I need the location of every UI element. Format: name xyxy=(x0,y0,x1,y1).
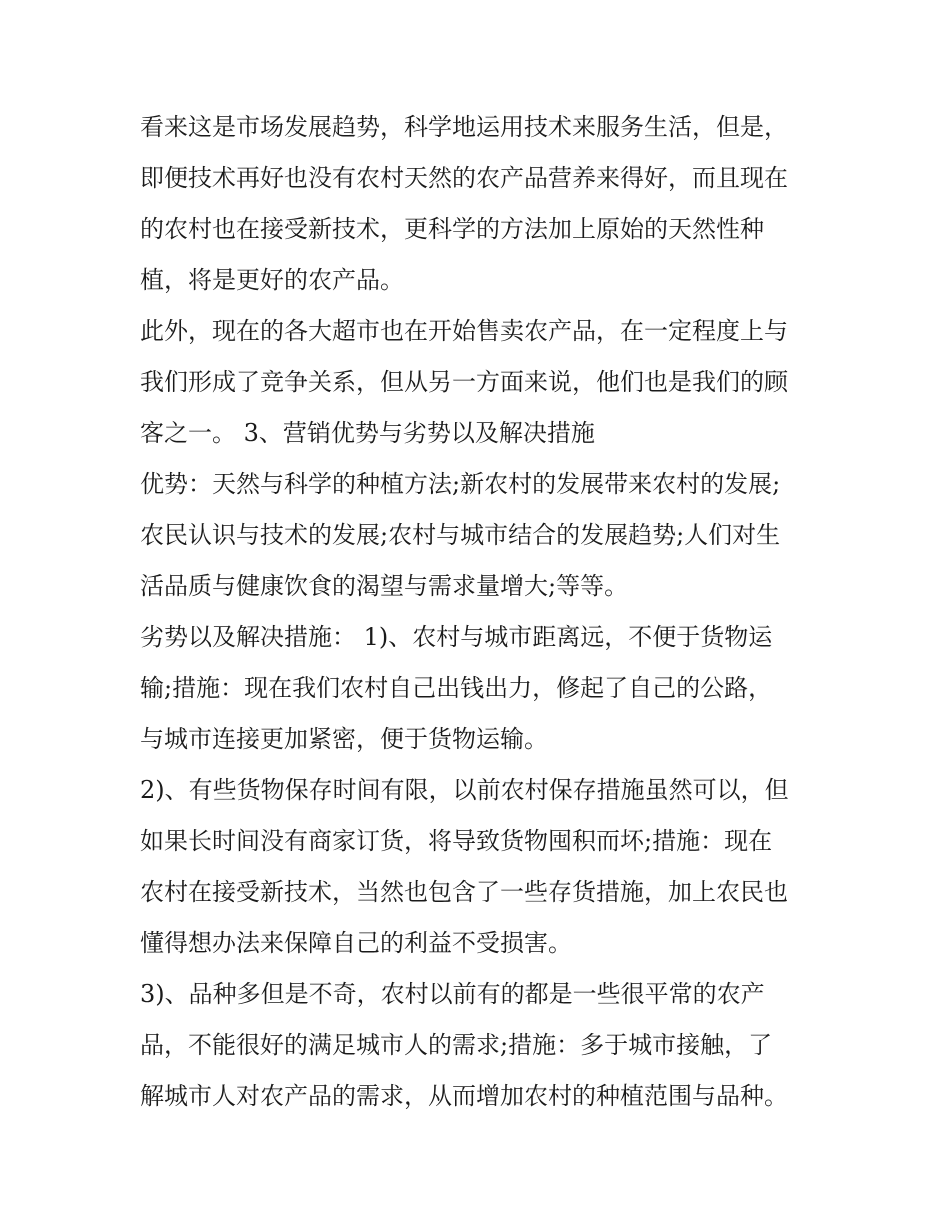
text-line: 农民认识与技术的发展;农村与城市结合的发展趋势;人们对生 xyxy=(140,521,781,549)
text-line: 植，将是更好的农产品。 xyxy=(140,266,404,294)
text-line: 农村在接受新技术，当然也包含了一些存货措施，加上农民也 xyxy=(140,878,788,906)
text-line: 看来这是市场发展趋势，科学地运用技术来服务生活，但是， xyxy=(140,113,788,141)
text-line: 懂得想办法来保障自己的利益不受损害。 xyxy=(140,929,572,957)
text-line: 劣势以及解决措施： 1)、农村与城市距离远，不便于货物运 xyxy=(140,623,773,651)
text-line: 即便技术再好也没有农村天然的农产品营养来得好，而且现在 xyxy=(140,164,788,192)
text-line: 优势：天然与科学的种植方法;新农村的发展带来农村的发展; xyxy=(140,470,781,498)
text-line: 3)、品种多但是不奇，农村以前有的都是一些很平常的农产 xyxy=(140,980,765,1008)
text-line: 品，不能很好的满足城市人的需求;措施：多于城市接触，了 xyxy=(140,1031,773,1059)
text-line: 活品质与健康饮食的渴望与需求量增大;等等。 xyxy=(140,572,629,600)
text-line: 客之一。 3、营销优势与劣势以及解决措施 xyxy=(140,419,595,447)
text-line: 解城市人对农产品的需求，从而增加农村的种植范围与品种。 xyxy=(140,1082,788,1110)
text-line: 输;措施：现在我们农村自己出钱出力，修起了自己的公路， xyxy=(140,674,773,702)
text-line: 的农村也在接受新技术，更科学的方法加上原始的天然性种 xyxy=(140,215,764,243)
text-line: 2)、有些货物保存时间有限，以前农村保存措施虽然可以，但 xyxy=(140,776,789,804)
text-line: 我们形成了竞争关系，但从另一方面来说，他们也是我们的顾 xyxy=(140,368,788,396)
text-line: 此外，现在的各大超市也在开始售卖农产品，在一定程度上与 xyxy=(140,317,788,345)
text-line: 与城市连接更加紧密，便于货物运输。 xyxy=(140,725,548,753)
body-text xyxy=(140,102,830,1122)
text-line: 如果长时间没有商家订货，将导致货物囤积而坏;措施：现在 xyxy=(140,827,773,855)
